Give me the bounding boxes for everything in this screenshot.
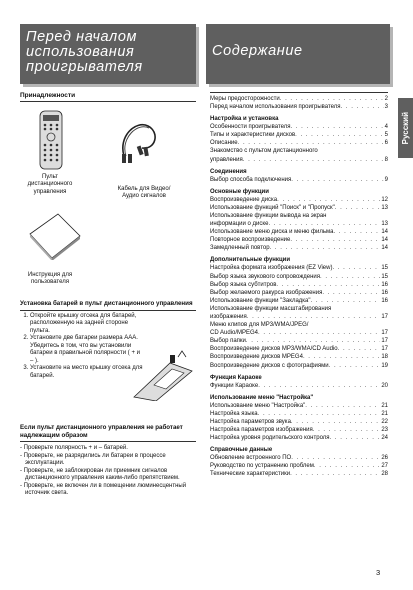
toc-entry-title: Настройка языка	[210, 410, 258, 417]
toc-section-heading: Использование меню "Настройка"	[210, 394, 314, 401]
toc-entry-page: 27	[381, 463, 388, 470]
toc-entry-page: 2	[384, 96, 388, 102]
toc-entry	[210, 470, 388, 478]
manual-caption: Инструкция для пользователя	[27, 272, 73, 286]
toc-entry-page: 14	[381, 229, 388, 236]
toc-section-heading: Функция Караоке	[210, 374, 262, 381]
toc-entry-title: информации о диске	[210, 221, 269, 228]
banner-line-3: проигрывателя	[26, 59, 143, 75]
toc-entry-title: Руководство по устранению проблем	[210, 463, 314, 470]
toc-entry	[210, 95, 388, 103]
toc-entry-page: 20	[381, 382, 388, 389]
toc-leader-dots	[320, 273, 380, 281]
toc-entry	[210, 147, 388, 155]
toc-entry-title: Воспроизведение дисков MPEG4	[210, 354, 303, 361]
banner-line-2: использования	[26, 44, 135, 60]
toc-entry	[210, 418, 388, 426]
toc-leader-dots	[313, 426, 381, 434]
toc-leader-dots	[314, 462, 380, 470]
user-manual-illustration	[28, 212, 82, 260]
toc-entry-title: Перед началом использования проигрывателя	[210, 104, 341, 111]
toc-entry	[210, 228, 388, 236]
toc-entry	[210, 402, 388, 410]
toc-entry-page: 3	[384, 104, 388, 111]
toc-leader-dots	[277, 196, 380, 204]
toc-entry	[210, 212, 388, 220]
cable-caption: Кабель для Видео/Аудио сигналов	[117, 186, 171, 200]
toc-entry	[210, 305, 388, 313]
toc-leader-dots	[303, 353, 380, 361]
toc-entry-title: Выбор папки	[210, 338, 246, 345]
toc-entry	[210, 345, 388, 353]
toc-leader-dots	[290, 470, 380, 478]
toc-entry	[210, 353, 388, 361]
toc-entry	[210, 329, 388, 337]
toc-entry-title: Повторное воспроизведение	[210, 237, 291, 244]
battery-compartment-illustration	[130, 349, 196, 401]
toc-section-heading: Основные функции	[210, 188, 269, 195]
toc-entry	[210, 103, 388, 111]
toc-section-heading: Соединения	[210, 168, 247, 175]
battery-heading: Установка батарей в пульт дистанционного управления	[20, 300, 196, 311]
toc-entry-title: Типы и характеристики дисков	[210, 132, 296, 139]
toc-entry-title: Воспроизведение дисков с фотографиями	[210, 362, 329, 369]
remote-control-illustration	[34, 110, 68, 170]
toc-entry-title: Использование функции вывода на экран	[210, 212, 327, 219]
toc-entry-title: Обновление встроенного ПО	[210, 455, 292, 462]
toc-leader-dots	[335, 204, 381, 212]
av-cable-illustration	[116, 116, 166, 164]
toc-leader-dots	[246, 337, 380, 345]
toc-entry-page: 16	[381, 289, 388, 296]
toc-entry-page: 15	[381, 265, 388, 272]
toc-leader-dots	[330, 434, 381, 442]
toc-entry-page: 23	[381, 427, 388, 433]
toc-entry-page: 8	[384, 156, 388, 163]
troubleshoot-item: - Проверьте полярность + и – батарей.	[20, 445, 128, 451]
toc-entry	[210, 337, 388, 345]
toc-entry-title: Меры предосторожности	[210, 96, 280, 102]
toc-leader-dots	[332, 264, 380, 272]
toc-entry-title: изображения	[210, 313, 247, 320]
accessories-images-row-1	[20, 102, 196, 202]
toc-entry	[210, 313, 388, 321]
troubleshoot-heading: Если пульт дистанционного управления не работает надлежащим образом	[20, 424, 196, 442]
toc-entry-page: 17	[381, 313, 388, 320]
troubleshoot-item: - Проверьте, не включен ли в помещении люминесцентный источник света.	[20, 482, 187, 496]
toc-entry-page: 17	[381, 330, 388, 337]
page-number: 3	[376, 568, 381, 577]
toc-entry-page: 14	[381, 237, 388, 244]
toc-entry	[210, 434, 388, 442]
toc-entry-title: Выбор языка субтитров	[210, 281, 277, 288]
toc-entry-title: Использование функции "Закладка"	[210, 297, 311, 304]
toc-leader-dots	[290, 236, 380, 244]
toc-entry-page: 19	[381, 362, 388, 369]
toc-entry-title: Знакомство с пультом дистанционного	[210, 148, 318, 155]
toc-entry-page: 14	[381, 245, 388, 252]
accessories-heading: Принадлежности	[20, 92, 196, 102]
battery-step: 3. Установите на место крышку отсека для батарей.	[30, 365, 144, 380]
toc-entry	[210, 139, 388, 147]
toc-entry-title: CD Audio/MPEG4	[210, 330, 259, 337]
toc-leader-dots	[258, 382, 380, 390]
toc-entry-page: 6	[384, 140, 388, 147]
toc-leader-dots	[276, 281, 380, 289]
toc-entry-title: Настройка параметров звука	[210, 418, 291, 425]
toc-entry-title: Настройка формата изображения (EZ View)	[210, 265, 333, 272]
remote-caption: Пульт дистанционного управления	[27, 174, 73, 195]
toc-entry	[210, 462, 388, 470]
toc-leader-dots	[311, 297, 381, 305]
toc-entry-page: 26	[381, 455, 388, 462]
toc-entry-page: 4	[384, 124, 388, 131]
toc-entry-title: Выбор языка звукового сопровождения	[210, 273, 321, 280]
toc-entry-page: 21	[381, 402, 388, 409]
toc-entry	[210, 281, 388, 289]
toc-entry	[210, 297, 388, 305]
toc-entry	[210, 289, 388, 297]
toc-entry	[210, 273, 388, 281]
toc-leader-dots	[238, 139, 384, 147]
toc-entry-title: Настройка параметров изображения	[210, 427, 313, 433]
toc-entry-title: управления	[210, 156, 243, 163]
toc-intro	[210, 92, 388, 111]
toc-leader-dots	[291, 454, 380, 462]
toc-entry-page: 24	[381, 435, 388, 442]
toc-entry	[210, 196, 388, 204]
toc-section-heading: Настройка и установка	[210, 116, 279, 123]
toc-leader-dots	[280, 95, 384, 103]
toc-leader-dots	[270, 244, 381, 252]
toc-entry	[210, 131, 388, 139]
language-side-tab	[398, 98, 413, 158]
toc-entry-title: Использование функции масштабирования	[210, 305, 332, 312]
toc-leader-dots	[291, 123, 384, 131]
toc-entry	[210, 220, 388, 228]
toc-entry-title: Функции Караоке	[210, 382, 259, 389]
toc-leader-dots	[258, 329, 380, 337]
toc-entry	[210, 382, 388, 390]
troubleshoot-item: - Проверьте, не разрядились ли батареи в процессе эксплуатации.	[20, 452, 166, 466]
toc-entry-page: 13	[381, 221, 388, 228]
toc-entry-title: Выбор желаемого ракурса изображения	[210, 289, 323, 296]
battery-steps	[20, 313, 144, 381]
toc-entry-page: 13	[381, 204, 388, 211]
right-title-banner	[206, 24, 390, 84]
toc-entry	[210, 362, 388, 370]
toc-entry	[210, 244, 388, 252]
toc-entry	[210, 204, 388, 212]
toc-leader-dots	[338, 345, 381, 353]
table-of-contents	[210, 92, 388, 478]
toc-entry-title: Использование меню диска и меню фильма	[210, 229, 334, 236]
toc-leader-dots	[268, 220, 380, 228]
left-title-banner	[20, 24, 196, 84]
toc-leader-dots	[258, 410, 381, 418]
toc-entry	[210, 264, 388, 272]
toc-leader-dots	[333, 228, 380, 236]
toc-entry-page: 18	[381, 354, 388, 361]
toc-leader-dots	[243, 156, 384, 164]
toc-entry	[210, 236, 388, 244]
toc-entry	[210, 123, 388, 131]
toc-entry-title: Настройка уровня родительского контроля	[210, 435, 330, 442]
toc-entry-page: 28	[381, 471, 388, 478]
troubleshoot-item: - Проверьте, не заблокирован ли приемник сигналов дистанционного управления каким-либо препятствием.	[20, 467, 180, 481]
toc-entry	[210, 454, 388, 462]
accessories-images-row-2	[20, 202, 196, 300]
toc-entry-page: 16	[381, 297, 388, 304]
language-tab-label: Русский	[401, 111, 410, 145]
toc-leader-dots	[295, 131, 384, 139]
toc-entry-page: 21	[381, 410, 388, 417]
toc-entry-title: Технические характеристики	[210, 471, 291, 478]
battery-step: 1. Откройте крышку отсека для батарей, расположенную на задней стороне пульта.	[30, 313, 144, 336]
left-column	[20, 92, 196, 498]
battery-step: 2. Установите две батареи размера AAA. Убедитесь в том, что вы установили батареи в правильной полярности ( + и – ).	[30, 335, 144, 365]
toc-entry	[210, 156, 388, 164]
toc-entry-title: Меню клипов для MP3/WMA/JPEG/	[210, 322, 309, 329]
battery-section	[20, 313, 196, 381]
toc-entry-page: 12	[381, 196, 388, 203]
toc-section-heading: Справочные данные	[210, 447, 273, 454]
toc-entry-title: Особенности проигрывателя	[210, 124, 291, 131]
toc-leader-dots	[291, 418, 380, 426]
troubleshoot-list	[20, 445, 196, 498]
toc-entry	[210, 410, 388, 418]
toc-entry	[210, 426, 388, 434]
toc-section-heading: Дополнительные функции	[210, 257, 291, 264]
toc-entry-title: Использование функций "Поиск" и "Пропуск"	[210, 204, 335, 211]
toc-entry-title: Воспроизведение дисков MP3/WMA/CD Audio	[210, 346, 338, 353]
toc-entry-title: Воспроизведение диска	[210, 196, 278, 203]
toc-entry-title: Описание	[210, 140, 238, 147]
toc-entry-page: 9	[384, 176, 388, 183]
toc-leader-dots	[247, 313, 381, 321]
contents-title: Содержание	[212, 43, 303, 59]
toc-entry	[210, 176, 388, 184]
toc-leader-dots	[341, 103, 384, 111]
toc-entry-title: Замедленный повтор	[210, 245, 270, 252]
toc-entry-page: 15	[381, 273, 388, 280]
toc-entry-title: Использование меню "Настройка"	[210, 402, 306, 409]
toc-leader-dots	[322, 289, 380, 297]
toc-entry-page: 5	[384, 132, 388, 139]
toc-entry-page: 16	[381, 281, 388, 288]
toc-entry	[210, 321, 388, 329]
toc-leader-dots	[305, 402, 380, 410]
toc-sections	[210, 115, 388, 478]
toc-leader-dots	[329, 362, 381, 370]
toc-entry-page: 17	[381, 346, 388, 353]
banner-line-1: Перед началом	[26, 29, 138, 45]
toc-entry-title: Выбор способа подключения	[210, 176, 292, 183]
toc-entry-page: 22	[381, 418, 388, 425]
toc-entry-page: 17	[381, 338, 388, 345]
toc-leader-dots	[291, 176, 383, 184]
left-banner-title	[20, 24, 196, 75]
